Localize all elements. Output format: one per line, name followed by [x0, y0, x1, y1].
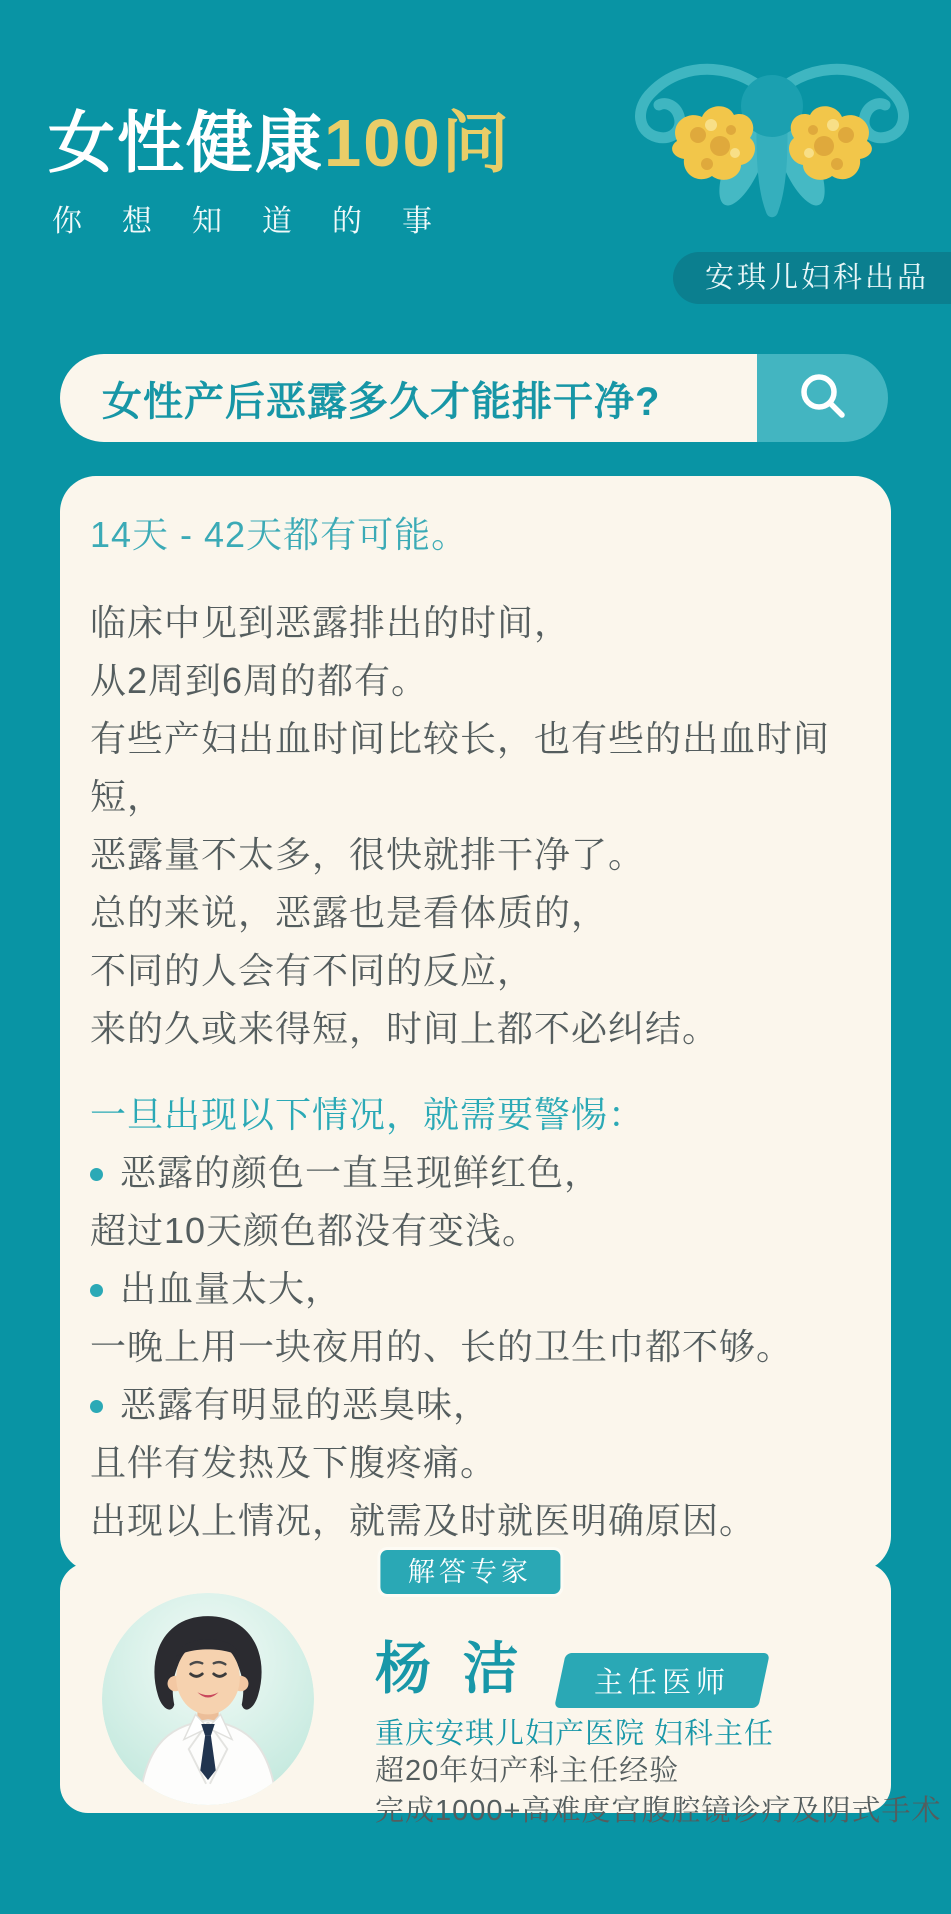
answer-highlight: 14天 - 42天都有可能。	[90, 514, 469, 555]
warning-line: 出血量太大，	[90, 1260, 863, 1318]
body-line: 恶露量不太多，很快就排干净了。	[90, 834, 646, 875]
expert-organization: 重庆安琪儿妇产医院 妇科主任	[375, 1718, 775, 1750]
expert-title-badge: 主任医师	[554, 1653, 770, 1708]
page-title	[48, 90, 511, 186]
body-line: 临床中见到恶露排出的时间，	[90, 602, 572, 643]
body-line: 从2周到6周的都有。	[90, 660, 429, 701]
bullet-dot	[90, 1400, 103, 1413]
body-line: 来的久或来得短，时间上都不必纠结。	[90, 1008, 720, 1049]
doctor-photo	[102, 1593, 314, 1805]
title-yellow-part: 100问	[324, 106, 511, 181]
warning-line: 且伴有发热及下腹疼痛。	[90, 1442, 498, 1483]
search-button[interactable]	[757, 354, 888, 442]
warning-line: 出现以上情况，就需及时就医明确原因。	[90, 1500, 757, 1541]
search-question-text: 女性产后恶露多久才能排干净?	[60, 354, 757, 442]
body-line: 不同的人会有不同的反应，	[90, 950, 535, 991]
expert-name: 杨 洁	[375, 1637, 527, 1700]
bullet-dot	[90, 1284, 103, 1297]
warning-line: 一晚上用一块夜用的、长的卫生巾都不够。	[90, 1326, 794, 1367]
body-line: 有些产妇出血时间比较长，也有些的出血时间短，	[90, 718, 831, 817]
experience-line: 完成1000+高难度宫腹腔镜诊疗及阴式手术	[375, 1795, 942, 1827]
experience-line: 超20年妇产科主任经验	[375, 1755, 680, 1787]
uterus-illustration-icon	[607, 46, 937, 226]
answer-paragraph	[90, 594, 863, 1058]
expert-experience	[375, 1751, 941, 1831]
search-icon	[797, 370, 849, 427]
search-bar[interactable]	[60, 354, 888, 442]
warning-line: 恶露的颜色一直呈现鲜红色，	[90, 1144, 863, 1202]
page-subtitle: 你想知道的事	[52, 205, 472, 238]
answer-card	[60, 476, 891, 1572]
warning-line: 超过10天颜色都没有变浅。	[90, 1210, 540, 1251]
warning-line: 恶露有明显的恶臭味，	[90, 1376, 863, 1434]
title-white-part: 女性健康	[48, 106, 324, 181]
bullet-dot	[90, 1168, 103, 1181]
body-line: 总的来说，恶露也是看体质的，	[90, 892, 609, 933]
expert-badge: 解答专家	[377, 1547, 563, 1597]
expert-card	[60, 1557, 942, 1827]
warning-heading: 一旦出现以下情况，就需要警惕：	[90, 1094, 646, 1135]
warning-list	[90, 1144, 863, 1550]
producer-badge: 安琪儿妇科出品	[673, 252, 951, 304]
